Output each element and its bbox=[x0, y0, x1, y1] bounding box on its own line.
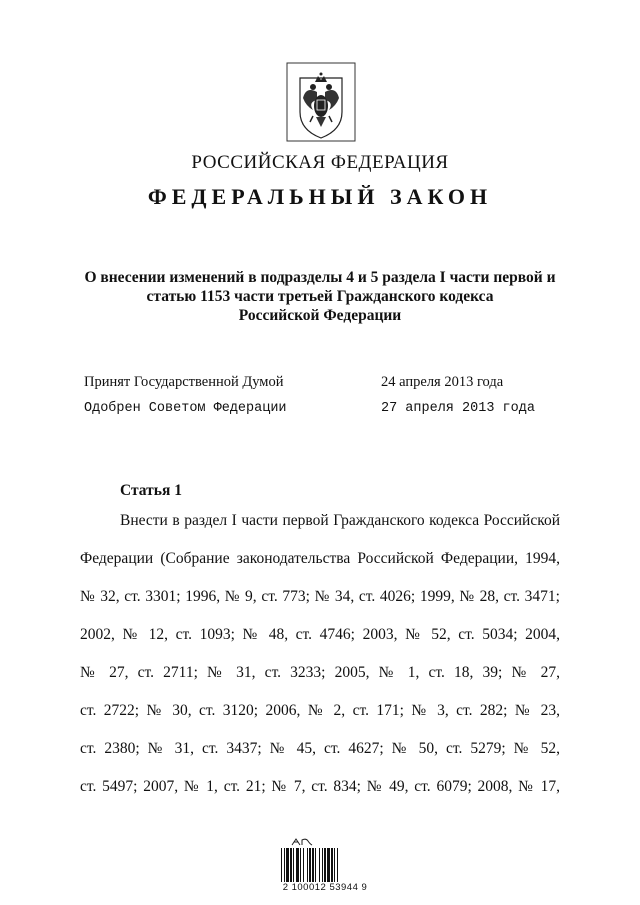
barcode-bar bbox=[312, 848, 314, 882]
law-title-line: Российской Федерации bbox=[238, 307, 402, 324]
article-body-line: № 32, ст. 3301; 1996, № 9, ст. 773; № 34, ст. 4026; 1999, № 28, ст. 3471; bbox=[80, 588, 560, 605]
barcode-bar bbox=[296, 848, 299, 882]
article-body-line: ст. 2722; № 30, ст. 3120; 2006, № 2, ст. 171; № 3, ст. 282; № 23, bbox=[80, 702, 560, 719]
barcode-bar bbox=[293, 848, 294, 882]
barcode-image bbox=[280, 848, 366, 882]
barcode-bar bbox=[322, 848, 323, 882]
article-body-line: Федерации (Собрание законодательства Российской Федерации, 1994, bbox=[80, 550, 560, 567]
barcode-bar bbox=[286, 848, 289, 882]
barcode-bar bbox=[331, 848, 333, 882]
barcode-bar bbox=[284, 848, 285, 882]
barcode-bar bbox=[337, 848, 338, 882]
duma-adoption-label: Принят Государственной Думой bbox=[84, 374, 284, 390]
barcode-bar bbox=[290, 848, 292, 882]
article-body-line: № 27, ст. 2711; № 31, ст. 3233; 2005, № 1, ст. 18, 39; № 27, bbox=[80, 664, 560, 681]
barcode-bar bbox=[319, 848, 320, 882]
barcode-bar bbox=[303, 848, 304, 882]
barcode-bar bbox=[334, 848, 335, 882]
barcode-number: 2 100012 53944 9 bbox=[282, 882, 368, 893]
article-body-line: ст. 5497; 2007, № 1, ст. 21; № 7, ст. 834; № 49, ст. 6079; 2008, № 17, bbox=[80, 778, 560, 795]
coat-of-arms-emblem bbox=[286, 62, 356, 142]
law-title-line: О внесении изменений в подразделы 4 и 5 раздела I части первой и bbox=[84, 269, 556, 286]
barcode-bar bbox=[281, 848, 282, 882]
barcode-bar bbox=[309, 848, 311, 882]
article-body-line: 2002, № 12, ст. 1093; № 48, ст. 4746; 2003, № 52, ст. 5034; 2004, bbox=[80, 626, 560, 643]
council-approval-date: 27 апреля 2013 года bbox=[381, 401, 535, 416]
council-approval-label: Одобрен Советом Федерации bbox=[84, 401, 287, 416]
law-type-heading: ФЕДЕРАЛЬНЫЙ ЗАКОН bbox=[147, 184, 493, 209]
barcode-bar bbox=[307, 848, 308, 882]
article-body-line: Внести в раздел I части первой Гражданского кодекса Российской bbox=[120, 512, 560, 529]
law-title bbox=[60, 268, 580, 325]
article-body-line: ст. 2380; № 31, ст. 3437; № 45, ст. 4627; № 50, ст. 5279; № 52, bbox=[80, 740, 560, 757]
country-name: РОССИЙСКАЯ ФЕДЕРАЦИЯ bbox=[191, 152, 449, 173]
duma-adoption-date: 24 апреля 2013 года bbox=[381, 374, 504, 390]
law-title-line: статью 1153 части третьей Гражданского кодекса bbox=[146, 288, 494, 305]
registration-mark-icon bbox=[290, 838, 314, 846]
barcode-bar bbox=[324, 848, 326, 882]
barcode-bar bbox=[327, 848, 330, 882]
article-heading: Статья 1 bbox=[120, 482, 182, 499]
barcode-bar bbox=[315, 848, 316, 882]
barcode-bar bbox=[300, 848, 301, 882]
